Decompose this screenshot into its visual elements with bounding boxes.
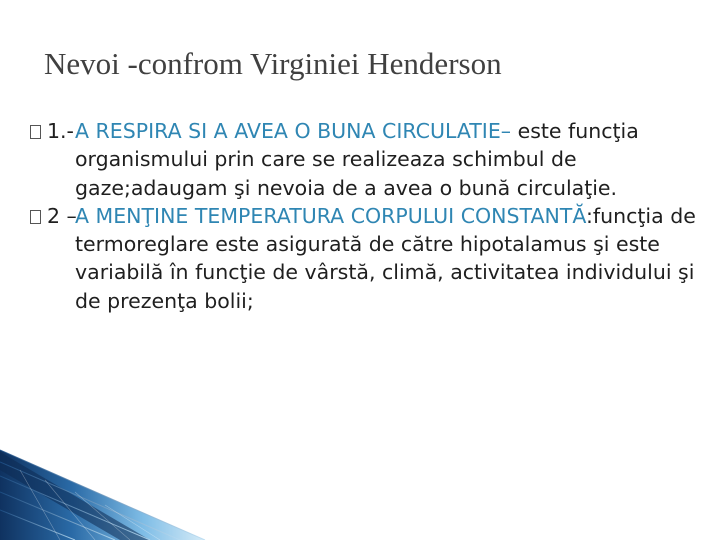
bullet-heading: A MENŢINE TEMPERATURA CORPULUI CONSTANTĂ — [75, 203, 586, 228]
slide-title: Nevoi -confrom Virginiei Henderson — [44, 46, 502, 81]
bullet-list — [30, 117, 700, 315]
checkbox-bullet-icon — [30, 210, 41, 224]
bullet-heading: A RESPIRA SI A AVEA O BUNA CIRCULATIE– — [75, 119, 512, 143]
bullet-marker — [30, 202, 77, 230]
bullet-text — [75, 202, 700, 315]
bullet-number: 2 – — [47, 203, 77, 228]
bullet-marker — [30, 117, 73, 145]
bullet-body: :funcţia de termoreglare este asigurată de către hipotalamus şi este variabilă în funcţie de vârstă, climă, activitatea individului şi de prezenţa bolii; — [75, 203, 696, 313]
bullet-item-respiration — [30, 117, 700, 202]
bullet-item-temperature — [30, 202, 700, 315]
checkbox-bullet-icon — [30, 125, 41, 139]
bullet-text — [75, 117, 700, 202]
bullet-body: este funcţia organismului prin care se realizeaza schimbul de gaze;adaugam şi nevoia de a avea o bună circulaţie. — [75, 119, 639, 200]
bullet-number: 1.- — [47, 119, 74, 143]
